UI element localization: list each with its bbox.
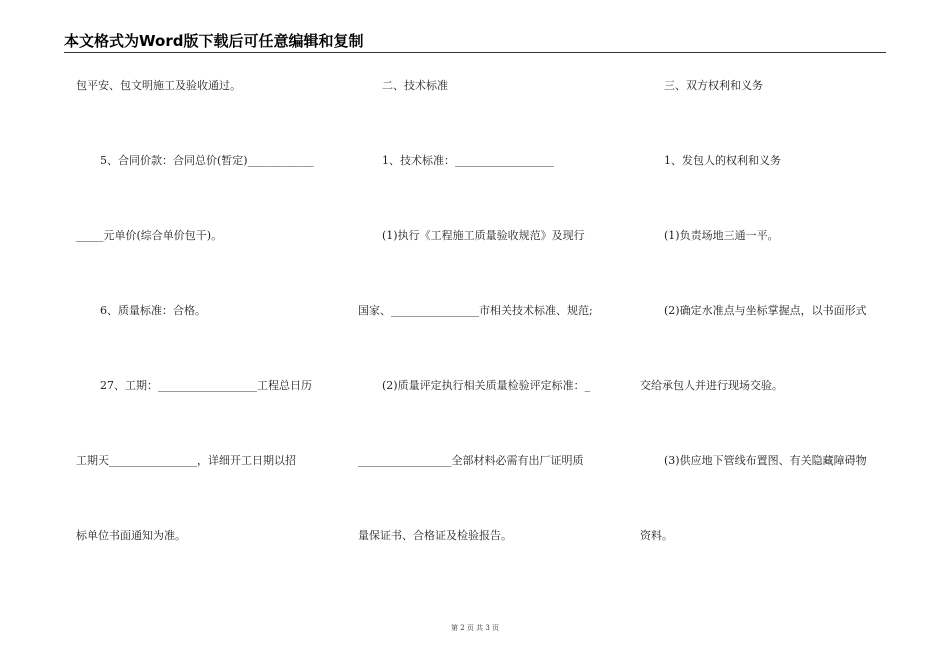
text-line: (3)供应地下管线布置图、有关隐藏障碍物 <box>664 454 867 467</box>
text-line: 资料。 <box>640 529 673 542</box>
text-line: 5、合同价款：合同总价(暂定)____________ <box>100 154 314 167</box>
text-column-1 <box>76 0 346 672</box>
text-line: 标单位书面通知为准。 <box>76 529 186 542</box>
text-line: 1、发包人的权利和义务 <box>664 154 781 167</box>
text-line: (1)负责场地三通一平。 <box>664 229 779 242</box>
text-line: 国家、________________市相关技术标准、规范; <box>358 304 593 317</box>
text-line: (1)执行《工程施工质量验收规范》及现行 <box>382 229 585 242</box>
text-line: _________________全部材料必需有出厂证明质 <box>358 454 584 467</box>
text-line: _____元单价(综合单价包干)。 <box>76 229 223 242</box>
text-line: 27、工期：__________________工程总日历 <box>100 379 312 392</box>
section-heading: 三、双方权利和义务 <box>664 79 763 92</box>
text-line: 6、质量标准：合格。 <box>100 304 206 317</box>
text-line: 1、技术标准：__________________ <box>382 154 554 167</box>
document-header-title: 本文格式为Word版下载后可任意编辑和复制 <box>64 32 364 50</box>
text-line: (2)质量评定执行相关质量检验评定标准：_ <box>382 379 591 392</box>
text-column-2 <box>358 0 628 672</box>
text-line: 量保证书、合格证及检验报告。 <box>358 529 512 542</box>
text-column-3 <box>640 0 910 672</box>
section-heading: 二、技术标准 <box>382 79 448 92</box>
text-line: 包平安、包文明施工及验收通过。 <box>76 79 241 92</box>
text-line: 工期天________________，详细开工日期以招 <box>76 454 296 467</box>
text-line: (2)确定水准点与坐标掌握点，以书面形式 <box>664 304 867 317</box>
text-line: 交给承包人并进行现场交验。 <box>640 379 783 392</box>
page-number-footer: 第 2 页 共 3 页 <box>450 624 500 632</box>
